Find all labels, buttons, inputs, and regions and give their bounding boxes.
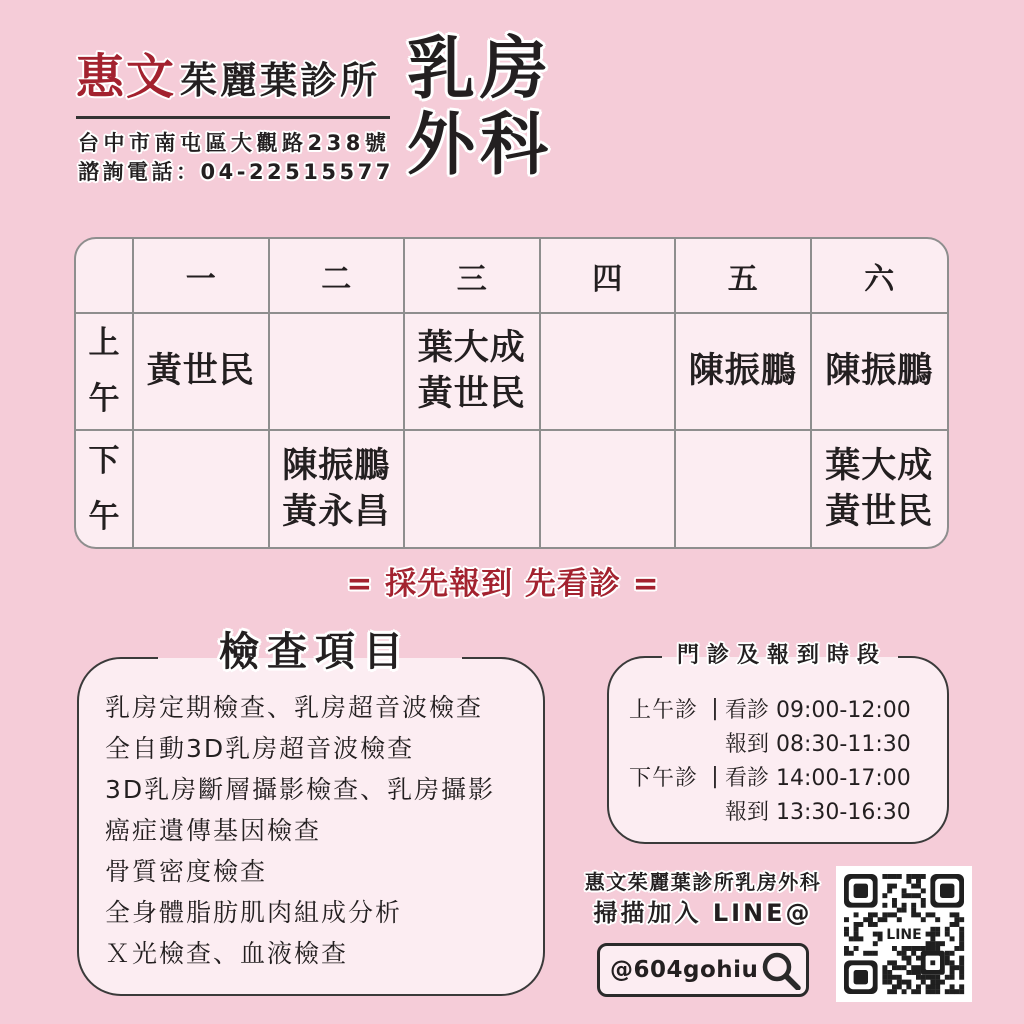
qr-module [916, 893, 921, 898]
schedule-slot [812, 431, 948, 548]
exam-item: Ｘ光檢查、血液檢查 [105, 939, 349, 968]
qr-module [892, 898, 897, 903]
qr-module [950, 970, 955, 975]
qr-module [878, 936, 883, 941]
qr-module [892, 960, 897, 965]
qr-module [902, 956, 907, 961]
qr-module [959, 960, 964, 965]
doctor-name: 黃永昌 [282, 491, 391, 532]
qr-module [945, 960, 950, 965]
line-account-name: 惠文茱麗葉診所乳房外科 [584, 870, 822, 894]
schedule-slot [541, 314, 677, 431]
session-label-char: 上 [88, 325, 120, 362]
qr-module [878, 932, 883, 937]
qr-module [911, 951, 916, 956]
qr-module [887, 975, 892, 980]
qr-module [950, 912, 955, 917]
qr-module [906, 956, 911, 961]
qr-module [954, 989, 959, 994]
qr-module [868, 917, 873, 922]
qr-module [906, 960, 911, 965]
line-id-searchbox [597, 943, 809, 997]
qr-module [868, 951, 873, 956]
qr-module [950, 936, 955, 941]
qr-module [935, 932, 940, 937]
qr-module [950, 984, 955, 989]
qr-module [873, 932, 878, 937]
qr-module [892, 884, 897, 889]
qr-module [911, 903, 916, 908]
qr-module [930, 936, 935, 941]
qr-module [935, 980, 940, 985]
qr-module [911, 912, 916, 917]
qr-module [945, 989, 950, 994]
doctor-name: 葉大成 [417, 328, 526, 369]
qr-module [882, 874, 887, 879]
qr-module [882, 903, 887, 908]
qr-module [882, 893, 887, 898]
session-separator: | [711, 695, 719, 721]
day-header: 三 [405, 239, 541, 314]
qr-module [954, 922, 959, 927]
qr-module [873, 912, 878, 917]
qr-module [844, 917, 849, 922]
qr-module [930, 989, 935, 994]
qr-module [897, 874, 902, 879]
qr-module [897, 908, 902, 913]
day-header: 四 [541, 239, 677, 314]
qr-module [887, 970, 892, 975]
qr-module [930, 975, 935, 980]
qr-module [945, 927, 950, 932]
schedule-slot [270, 314, 406, 431]
qr-module [916, 879, 921, 884]
qr-module [892, 874, 897, 879]
qr-module [844, 951, 849, 956]
qr-module [902, 888, 907, 893]
qr-module [930, 932, 935, 937]
qr-module [945, 956, 950, 961]
qr-module [926, 912, 931, 917]
exam-items-panel [77, 629, 545, 996]
qr-module [911, 970, 916, 975]
qr-module [854, 936, 859, 941]
qr-module [959, 975, 964, 980]
qr-module [911, 989, 916, 994]
clinic-hours-panel [607, 643, 949, 844]
qr-module [892, 903, 897, 908]
qr-module [954, 965, 959, 970]
consult-time: 看診 09:00-12:00 [725, 697, 911, 723]
qr-module [911, 965, 916, 970]
qr-module [959, 927, 964, 932]
qr-module [887, 912, 892, 917]
qr-module [897, 965, 902, 970]
qr-module [873, 922, 878, 927]
qr-module [916, 946, 921, 951]
qr-module [959, 936, 964, 941]
qr-module [940, 941, 945, 946]
qr-module [887, 888, 892, 893]
qr-module [892, 975, 897, 980]
qr-module [930, 984, 935, 989]
qr-module [897, 917, 902, 922]
qr-module [926, 975, 931, 980]
day-header: 二 [270, 239, 406, 314]
qr-module [854, 922, 859, 927]
qr-module [858, 922, 863, 927]
exam-item: 乳房定期檢查、乳房超音波檢查 [105, 693, 484, 722]
qr-module [878, 917, 883, 922]
qr-module [921, 946, 926, 951]
qr-module [950, 960, 955, 965]
qr-module [950, 965, 955, 970]
qr-module [863, 951, 868, 956]
clinic-hours-title: 門診及報到時段 [676, 643, 887, 668]
qr-module [921, 903, 926, 908]
qr-module [882, 965, 887, 970]
checkin-time: 報到 08:30-11:30 [725, 731, 911, 757]
qr-module [954, 917, 959, 922]
qr-module [906, 879, 911, 884]
qr-module [959, 970, 964, 975]
clinic-phone: 諮詢電話：04-22515577 [78, 160, 394, 184]
qr-alignment [930, 960, 935, 965]
doctor-name: 黃世民 [825, 491, 934, 532]
line-id: @604gohiu [610, 957, 759, 983]
qr-module [887, 884, 892, 889]
qr-module [854, 946, 859, 951]
qr-module [916, 975, 921, 980]
checkin-time: 報到 13:30-16:30 [725, 799, 911, 825]
qr-module [911, 884, 916, 889]
session-label [76, 431, 134, 548]
qr-module [945, 975, 950, 980]
qr-finder [854, 884, 868, 898]
doctor-name: 葉大成 [825, 445, 934, 486]
schedule-slot [405, 314, 541, 431]
qr-module [882, 975, 887, 980]
qr-module [916, 912, 921, 917]
exam-item: 全自動3D乳房超音波檢查 [105, 734, 415, 763]
qr-module [897, 951, 902, 956]
department-title-line2: 外科 [407, 106, 554, 185]
schedule-slot [134, 431, 270, 548]
qr-module [887, 980, 892, 985]
qr-module [873, 951, 878, 956]
session-label-char: 午 [88, 381, 120, 418]
schedule-slot [541, 431, 677, 548]
qr-module [858, 936, 863, 941]
schedule-slot [405, 431, 541, 548]
qr-logo-label: LINE [886, 927, 922, 943]
qr-module [926, 932, 931, 937]
qr-module [930, 946, 935, 951]
qr-module [916, 984, 921, 989]
qr-module [916, 965, 921, 970]
qr-module [926, 941, 931, 946]
qr-module [902, 989, 907, 994]
qr-module [902, 903, 907, 908]
qr-module [935, 975, 940, 980]
qr-module [882, 970, 887, 975]
qr-module [868, 912, 873, 917]
qr-module [906, 970, 911, 975]
qr-module [911, 946, 916, 951]
qr-module [892, 984, 897, 989]
department-title-line1: 乳房 [407, 30, 554, 109]
doctor-name: 黃世民 [417, 374, 526, 415]
clinic-name [76, 48, 380, 110]
day-header: 一 [134, 239, 270, 314]
qr-module [868, 922, 873, 927]
day-header: 六 [812, 239, 948, 314]
session-name: 上午診 [629, 697, 699, 723]
qr-module [911, 908, 916, 913]
walk-in-notice: = 採先報到 先看診 = [346, 566, 660, 602]
qr-module [921, 975, 926, 980]
doctor-name: 陳振鵬 [825, 351, 934, 392]
qr-module [897, 980, 902, 985]
qr-module [921, 874, 926, 879]
qr-module [935, 989, 940, 994]
day-header: 五 [676, 239, 812, 314]
qr-module [926, 989, 931, 994]
qr-module [902, 980, 907, 985]
qr-module [902, 908, 907, 913]
doctor-name: 陳振鵬 [282, 445, 391, 486]
qr-module [902, 893, 907, 898]
qr-module [902, 951, 907, 956]
exam-items-title: 檢查項目 [219, 629, 411, 675]
qr-module [954, 912, 959, 917]
qr-module [926, 984, 931, 989]
qr-module [935, 984, 940, 989]
session-label-char: 午 [88, 498, 120, 535]
exam-item: 癌症遺傳基因檢查 [105, 816, 322, 845]
doctor-name: 陳振鵬 [688, 351, 797, 392]
qr-module [887, 989, 892, 994]
qr-module [935, 927, 940, 932]
qr-module [959, 932, 964, 937]
exam-item: 3D乳房斷層攝影檢查、乳房攝影 [105, 775, 496, 804]
qr-module [959, 946, 964, 951]
line-scan-prompt: 掃描加入 LINE@ [593, 899, 813, 927]
exam-item: 全身體脂肪肌肉組成分析 [105, 898, 403, 927]
qr-module [950, 989, 955, 994]
schedule-slot [270, 431, 406, 548]
qr-module [906, 946, 911, 951]
qr-module [854, 932, 859, 937]
exam-items-list [105, 687, 495, 974]
schedule-slot [676, 314, 812, 431]
qr-module [902, 965, 907, 970]
qr-module [906, 984, 911, 989]
schedule-slot [134, 314, 270, 431]
qr-module [892, 946, 897, 951]
schedule-table [74, 237, 949, 549]
schedule-slot [812, 314, 948, 431]
qr-module [921, 888, 926, 893]
qr-module [959, 989, 964, 994]
schedule-slot [676, 431, 812, 548]
qr-module [959, 941, 964, 946]
qr-module [930, 941, 935, 946]
doctor-name: 黃世民 [146, 351, 255, 392]
qr-module [897, 975, 902, 980]
qr-module [887, 960, 892, 965]
qr-module [906, 874, 911, 879]
qr-module [954, 946, 959, 951]
qr-module [849, 951, 854, 956]
exam-item: 骨質密度檢查 [105, 857, 268, 886]
qr-finder [854, 970, 868, 984]
session-label [76, 314, 134, 431]
session-separator: | [711, 763, 719, 789]
qr-module [921, 917, 926, 922]
qr-module [892, 912, 897, 917]
qr-module [911, 893, 916, 898]
qr-module [844, 946, 849, 951]
qr-module [959, 917, 964, 922]
qr-module [950, 922, 955, 927]
clinic-name-brand: 惠文 [76, 49, 177, 105]
qr-module [906, 980, 911, 985]
qr-module [935, 941, 940, 946]
qr-module [916, 970, 921, 975]
qr-module [882, 980, 887, 985]
session-name: 下午診 [629, 765, 699, 791]
qr-module [959, 965, 964, 970]
qr-module [916, 989, 921, 994]
qr-module [921, 898, 926, 903]
qr-module [854, 927, 859, 932]
qr-module [935, 946, 940, 951]
qr-module [897, 984, 902, 989]
qr-module [882, 917, 887, 922]
qr-module [873, 941, 878, 946]
qr-module [945, 951, 950, 956]
qr-module [882, 912, 887, 917]
clinic-address: 台中市南屯區大觀路238號 [78, 131, 391, 155]
qr-module [935, 917, 940, 922]
qr-module [854, 912, 859, 917]
qr-module [940, 980, 945, 985]
qr-module [945, 932, 950, 937]
qr-module [844, 932, 849, 937]
search-icon [760, 948, 802, 990]
clinic-hours-list [629, 691, 911, 827]
qr-module [916, 884, 921, 889]
qr-module [930, 927, 935, 932]
session-label-char: 下 [88, 442, 120, 479]
table-corner-cell [76, 239, 134, 314]
consult-time: 看診 14:00-17:00 [725, 765, 911, 791]
qr-module [844, 927, 849, 932]
qr-module [926, 946, 931, 951]
qr-module [911, 874, 916, 879]
qr-module [930, 980, 935, 985]
qr-module [950, 975, 955, 980]
qr-module [950, 951, 955, 956]
qr-module [849, 936, 854, 941]
qr-module [916, 874, 921, 879]
qr-module [959, 956, 964, 961]
qr-module [959, 984, 964, 989]
qr-module [916, 956, 921, 961]
qr-code [836, 866, 972, 1002]
qr-code-graphic [836, 866, 972, 1002]
qr-module [892, 989, 897, 994]
header-divider [76, 116, 390, 119]
qr-finder [940, 884, 954, 898]
qr-module [930, 912, 935, 917]
qr-module [887, 874, 892, 879]
qr-module [863, 917, 868, 922]
qr-module [921, 980, 926, 985]
qr-module [892, 965, 897, 970]
clinic-name-rest: 茱麗葉診所 [180, 59, 381, 102]
qr-module [906, 893, 911, 898]
qr-module [902, 946, 907, 951]
